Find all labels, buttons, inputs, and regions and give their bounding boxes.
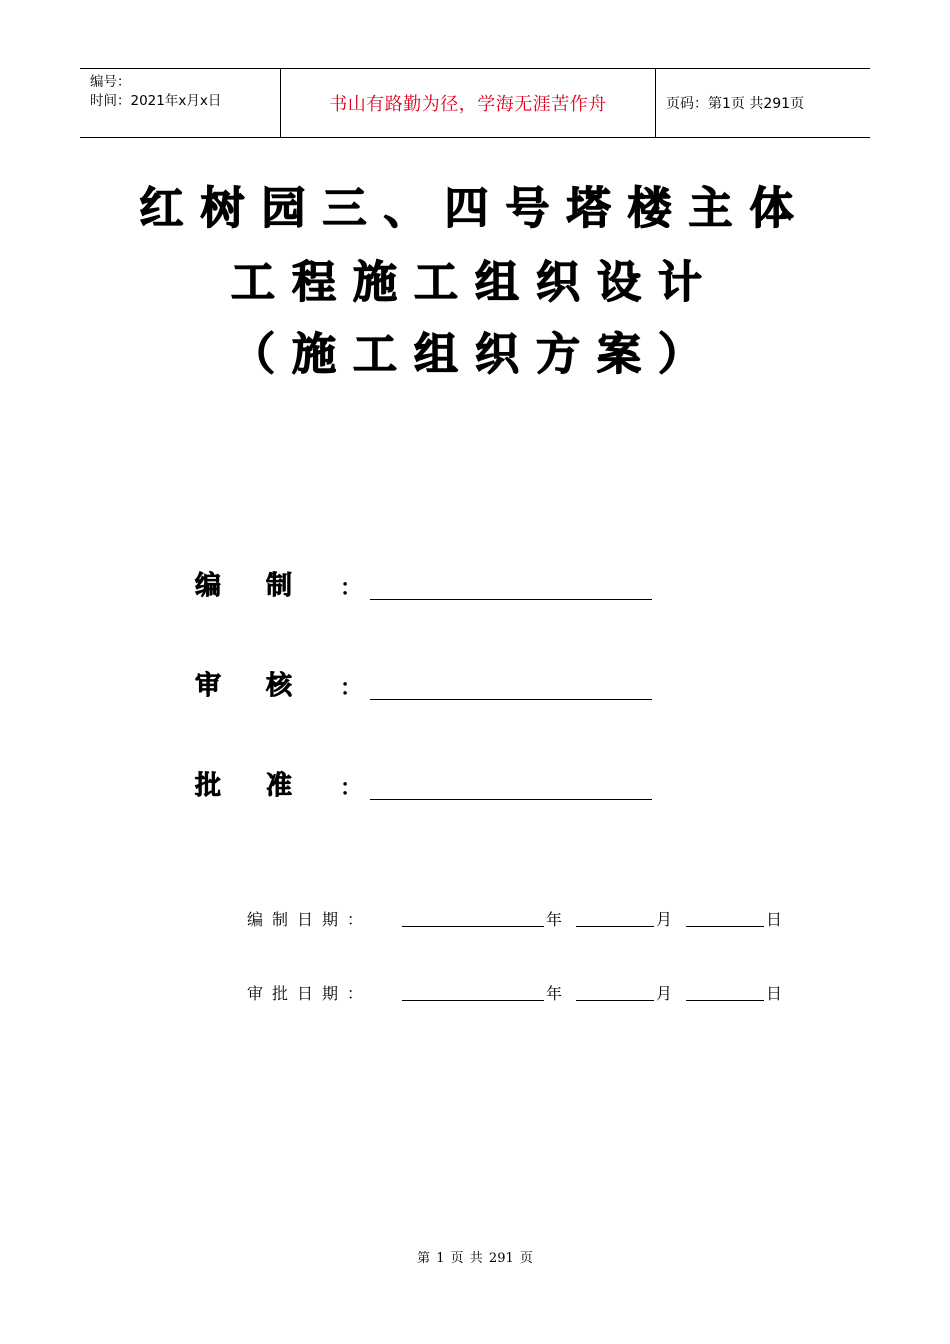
year-blank[interactable] bbox=[402, 999, 544, 1001]
year-unit: 年 bbox=[546, 910, 563, 929]
signature-row-review bbox=[195, 662, 652, 702]
day-unit: 日 bbox=[766, 910, 783, 929]
year-blank[interactable] bbox=[402, 925, 544, 927]
date-label: 编制日期： bbox=[247, 910, 373, 929]
date-label: 审批日期： bbox=[247, 984, 373, 1003]
title-line-1: 红树园三、四号塔楼主体 bbox=[139, 183, 811, 234]
signature-line[interactable] bbox=[370, 698, 652, 700]
month-blank[interactable] bbox=[576, 999, 654, 1001]
signature-colon: ： bbox=[340, 576, 363, 601]
signature-colon: ： bbox=[340, 676, 363, 701]
date-row-compile bbox=[247, 906, 782, 930]
title-line-2: 工程施工组织设计 bbox=[231, 257, 719, 308]
header-table bbox=[80, 68, 870, 138]
signature-colon: ： bbox=[340, 776, 363, 801]
day-blank[interactable] bbox=[686, 999, 764, 1001]
signature-label: 批准 bbox=[195, 771, 338, 801]
day-unit: 日 bbox=[766, 984, 783, 1003]
year-unit: 年 bbox=[546, 984, 563, 1003]
signature-line[interactable] bbox=[370, 798, 652, 800]
header-meta bbox=[80, 69, 281, 137]
signature-row-compile bbox=[195, 562, 652, 602]
month-blank[interactable] bbox=[576, 925, 654, 927]
time-label: 时间：2021年x月x日 bbox=[90, 93, 222, 109]
signature-label: 编制 bbox=[195, 571, 338, 601]
signature-row-approve bbox=[195, 762, 652, 802]
title-line-3: （施工组织方案） bbox=[231, 329, 719, 380]
month-unit: 月 bbox=[656, 984, 673, 1003]
month-unit: 月 bbox=[656, 910, 673, 929]
date-row-approve bbox=[247, 980, 782, 1004]
header-motto: 书山有路勤为径，学海无涯苦作舟 bbox=[281, 69, 656, 137]
signature-label: 审核 bbox=[195, 671, 338, 701]
header-page-info: 页码：第1页 共291页 bbox=[666, 96, 805, 112]
signature-line[interactable] bbox=[370, 598, 652, 600]
page-footer: 第 1 页 共 291 页 bbox=[417, 1251, 533, 1266]
day-blank[interactable] bbox=[686, 925, 764, 927]
number-label: 编号： bbox=[90, 74, 131, 90]
